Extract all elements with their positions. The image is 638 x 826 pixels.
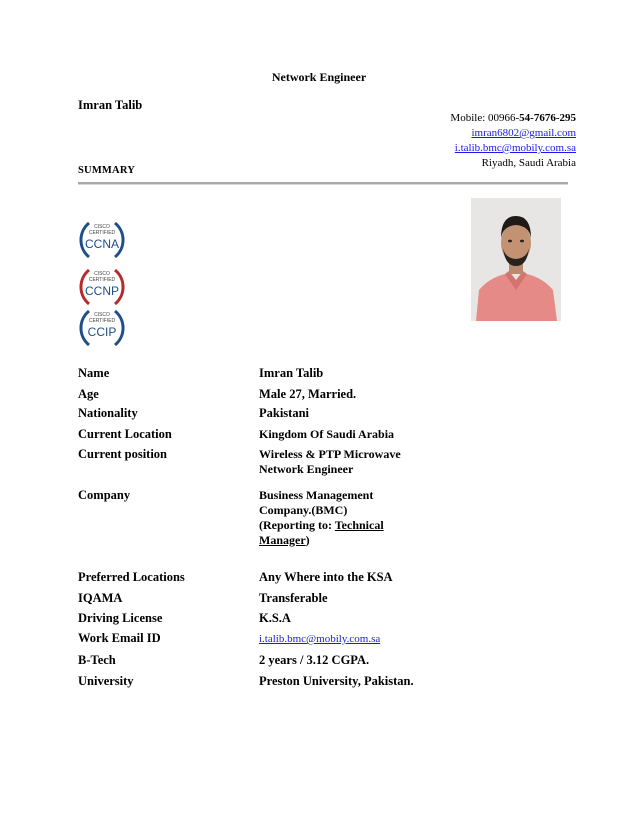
- ccnp-badge-mid: CERTIFIED: [88, 277, 116, 283]
- work-email-link[interactable]: i.talib.bmc@mobily.com.sa: [454, 142, 576, 154]
- candidate-name-heading: Imran Talib: [78, 98, 143, 112]
- mobile-number: 54-7676-295: [519, 112, 576, 124]
- profile-photo: [471, 198, 561, 321]
- ccnp-badge-code: CCNP: [84, 284, 120, 298]
- nationality-value: Pakistani: [259, 406, 310, 420]
- university-label: University: [78, 674, 134, 688]
- work-email-value: [259, 631, 459, 647]
- iqama-label: IQAMA: [78, 591, 123, 605]
- btech-label: B-Tech: [78, 653, 116, 667]
- preferred-locations-value: Any Where into the KSA: [259, 570, 393, 584]
- current-position-value: Wireless & PTP Microwave Network Engineer: [259, 447, 401, 476]
- university-value: Preston University, Pakistan.: [259, 674, 414, 688]
- driving-license-label: Driving License: [78, 611, 163, 625]
- reporting-line: [259, 518, 399, 548]
- current-location-label: Current Location: [78, 427, 172, 441]
- reporting-suffix: ): [305, 533, 310, 547]
- driving-license-value: K.S.A: [259, 611, 291, 625]
- company-label: Company: [78, 488, 131, 502]
- ccip-badge-mid: CERTIFIED: [88, 318, 116, 324]
- location-text: Riyadh, Saudi Arabia: [481, 157, 576, 169]
- work-email-label: Work Email ID: [78, 631, 161, 645]
- document-title: Network Engineer: [271, 70, 367, 84]
- section-divider: [78, 182, 568, 185]
- nationality-label: Nationality: [78, 406, 138, 420]
- btech-value: 2 years / 3.12 CGPA.: [259, 653, 370, 667]
- name-label: Name: [78, 366, 110, 380]
- age-label: Age: [78, 387, 99, 401]
- ccna-badge-icon: [77, 215, 127, 265]
- ccna-badge-mid: CERTIFIED: [88, 230, 116, 236]
- iqama-value: Transferable: [259, 591, 328, 605]
- company-name: Business Management Company.(BMC): [259, 488, 374, 517]
- ccip-badge-icon: [77, 303, 127, 353]
- summary-heading: SUMMARY: [78, 165, 136, 176]
- ccnp-badge-top: CISCO: [94, 271, 110, 277]
- mobile-line: [450, 111, 576, 126]
- personal-email-link[interactable]: imran6802@gmail.com: [471, 127, 576, 139]
- company-value: [259, 488, 399, 548]
- preferred-locations-label: Preferred Locations: [78, 570, 185, 584]
- reporting-prefix: (Reporting to:: [259, 518, 335, 532]
- ccip-badge-top: CISCO: [94, 312, 110, 318]
- current-location-value: Kingdom Of Saudi Arabia: [259, 427, 395, 441]
- reporting-manager: Technical Manager: [259, 518, 384, 547]
- ccna-badge-code: CCNA: [84, 237, 120, 251]
- name-value: Imran Talib: [259, 366, 324, 380]
- current-position-label: Current position: [78, 447, 168, 461]
- ccna-badge-top: CISCO: [94, 224, 110, 230]
- mobile-prefix: Mobile: 00966-: [450, 112, 520, 124]
- work-email-value-link[interactable]: i.talib.bmc@mobily.com.sa: [259, 633, 381, 645]
- age-value: Male 27, Married.: [259, 387, 357, 401]
- contact-block: [450, 111, 576, 171]
- ccip-badge-code: CCIP: [87, 325, 117, 339]
